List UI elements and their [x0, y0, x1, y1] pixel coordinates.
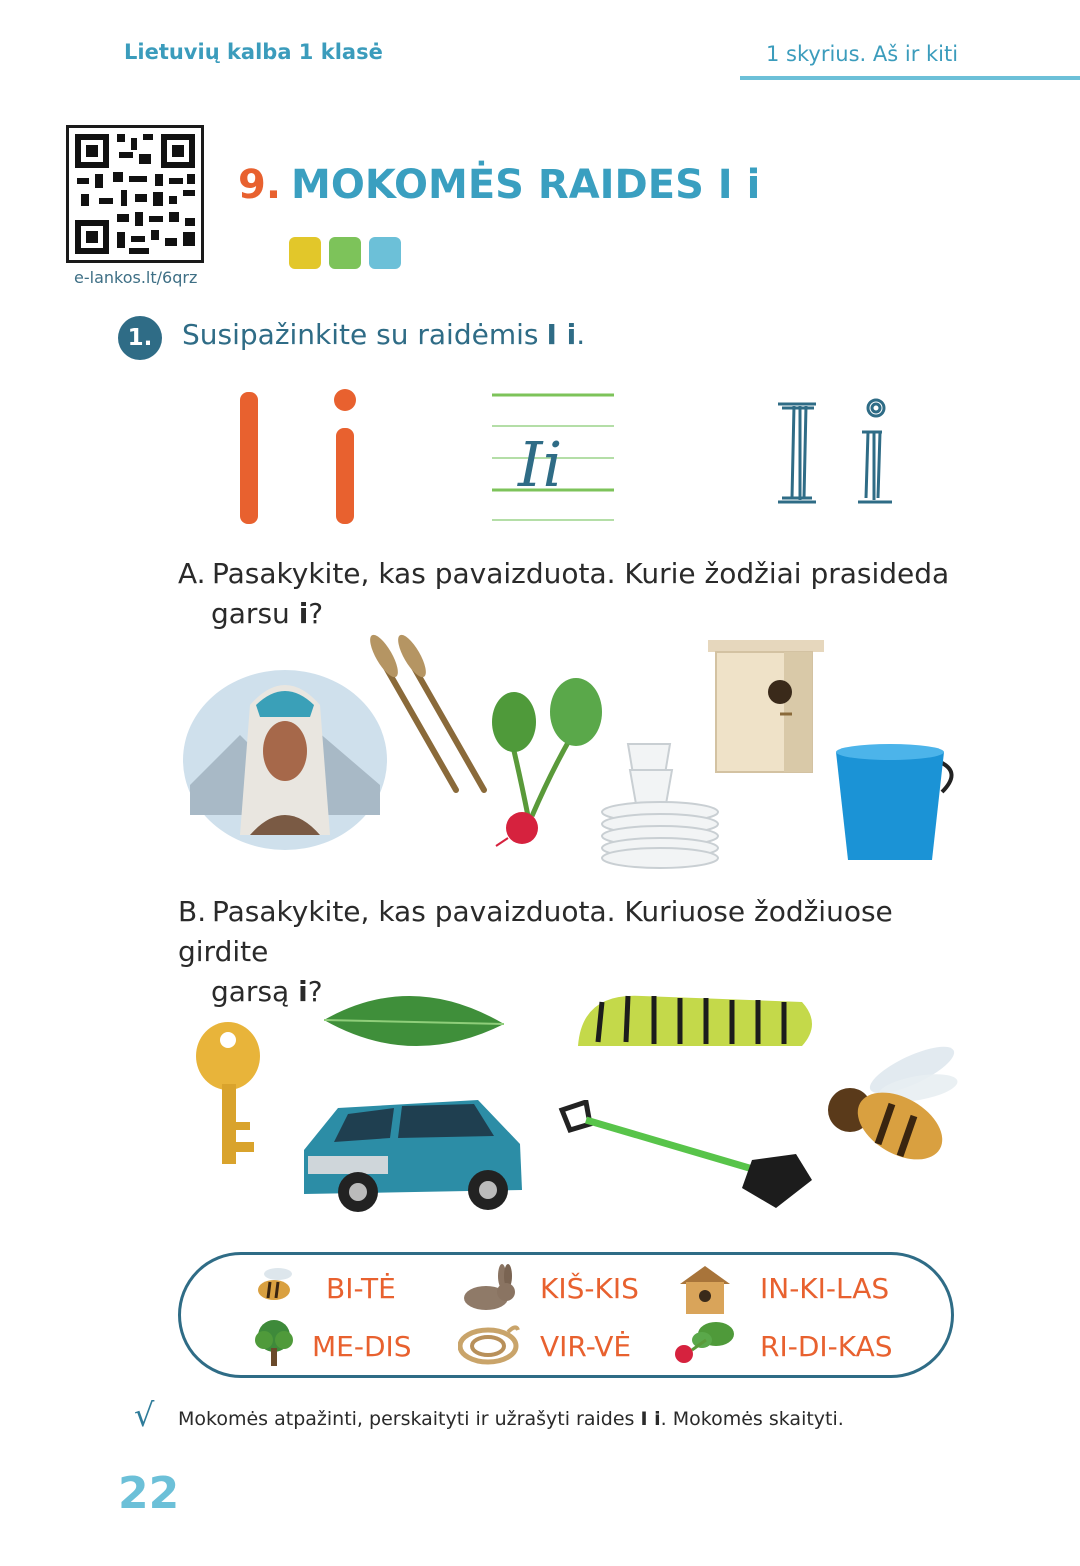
syllable-word: KIŠ-KIS	[540, 1272, 639, 1305]
bee-image	[822, 1040, 960, 1176]
rabbit-icon	[462, 1262, 518, 1312]
printed-letter-lower-i	[336, 428, 354, 524]
syllable-word: IN-KI-LAS	[760, 1272, 890, 1305]
lesson-title-text: MOKOMĖS RAIDES I i	[291, 162, 761, 208]
level-square-green	[329, 237, 361, 269]
qr-code-icon	[69, 128, 201, 260]
qr-code[interactable]	[66, 125, 204, 263]
printed-letter-dot	[334, 389, 356, 411]
task-a-sound: i	[298, 597, 309, 630]
learning-goal-text: Mokomės atpažinti, perskaityti ir užrašyti raides	[178, 1408, 635, 1430]
drawn-letters	[770, 392, 900, 512]
book-title: Lietuvių kalba 1 klasė	[124, 40, 383, 64]
rope-icon	[458, 1322, 520, 1366]
caterpillar-image	[572, 982, 822, 1054]
syllable-word: VIR-VĖ	[540, 1330, 632, 1363]
indian-chief-image	[180, 665, 390, 855]
task-b-text2: garsą	[211, 975, 290, 1008]
level-square-blue	[369, 237, 401, 269]
syllable-word: ME-DIS	[312, 1330, 412, 1363]
leaf-image	[322, 990, 506, 1054]
bee-icon	[250, 1262, 296, 1310]
radish-icon	[672, 1320, 738, 1366]
task-b-label: B.	[178, 895, 207, 928]
task-b: B. Pasakykite, kas pavaizduota. Kuriuose žodžiuose girdite garsą i?	[178, 892, 956, 1012]
task-a: A. Pasakykite, kas pavaizduota. Kurie žodžiai prasideda garsu i?	[178, 554, 956, 634]
task-a-label: A.	[178, 557, 206, 590]
syllable-word: RI-DI-KAS	[760, 1330, 893, 1363]
car-image	[298, 1090, 528, 1214]
radish-image	[488, 676, 606, 848]
shovel-image	[556, 1100, 816, 1210]
birdhouse-image	[704, 634, 828, 774]
script-letters-lines	[490, 390, 616, 524]
header-rule	[740, 76, 1080, 80]
learning-goal-letters: I i	[640, 1408, 661, 1430]
birdhouse-icon	[678, 1262, 732, 1316]
page-number: 22	[118, 1468, 180, 1519]
check-icon: √	[134, 1396, 155, 1434]
task-a-text2: garsu	[211, 597, 290, 630]
tree-icon	[252, 1318, 296, 1366]
syllable-word: BI-TĖ	[326, 1272, 396, 1305]
task-a-text: Pasakykite, kas pavaizduota. Kurie žodžiai prasideda	[212, 557, 950, 590]
printed-letter-upper-i	[240, 392, 258, 524]
lesson-title	[238, 162, 760, 208]
task-b-text: Pasakykite, kas pavaizduota. Kuriuose žodžiuose girdite	[178, 895, 893, 968]
qr-url[interactable]: e-lankos.lt/6qrz	[74, 268, 198, 287]
key-image	[192, 1018, 270, 1168]
learning-goal-text2: . Mokomės skaityti.	[660, 1408, 844, 1430]
oars-image	[368, 634, 492, 800]
chapter-title: 1 skyrius. Aš ir kiti	[766, 42, 959, 66]
task-b-sound: i	[298, 975, 308, 1008]
printed-letters	[230, 380, 370, 530]
level-square-yellow	[289, 237, 321, 269]
learning-goal	[178, 1408, 844, 1430]
exercise-letters: I i	[546, 318, 577, 351]
exercise-instruction: Susipažinkite su raidėmis I i.	[182, 318, 586, 351]
script-letters: Ii	[518, 428, 563, 501]
bucket-image	[832, 742, 958, 864]
exercise-instruction-text: Susipažinkite su raidėmis	[182, 318, 539, 351]
lesson-number: 9.	[238, 162, 282, 208]
exercise-number-badge: 1.	[118, 316, 162, 360]
